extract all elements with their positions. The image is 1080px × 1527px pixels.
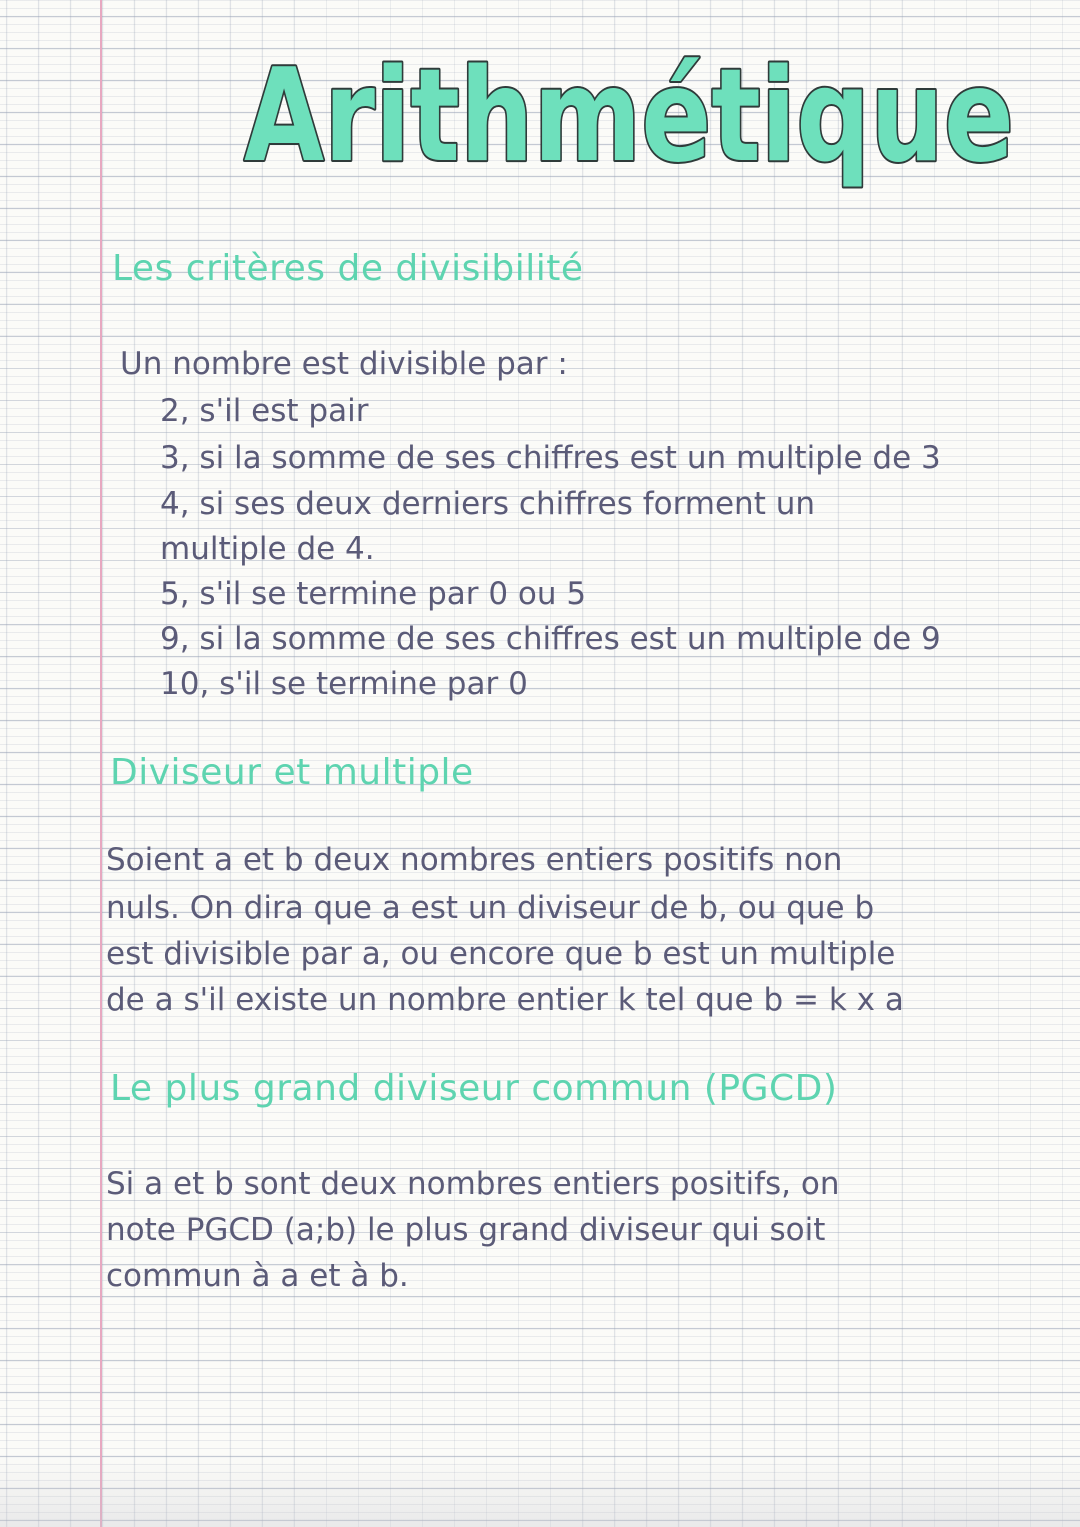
critere-item: 2, s'il est pair: [160, 393, 369, 429]
diviseur-line: de a s'il existe un nombre entier k tel que b = k x a: [106, 982, 904, 1018]
critere-item: 10, s'il se termine par 0: [160, 666, 528, 702]
critere-item: 4, si ses deux derniers chiffres forment un: [160, 486, 816, 522]
heading-pgcd: Le plus grand diviseur commun (PGCD): [110, 1068, 838, 1109]
pgcd-line: commun à a et à b.: [106, 1258, 409, 1294]
heading-diviseur: Diviseur et multiple: [110, 752, 474, 793]
critere-item: multiple de 4.: [160, 531, 375, 567]
diviseur-line: nuls. On dira que a est un diviseur de b, ou que b: [106, 890, 875, 926]
heading-criteres: Les critères de divisibilité: [112, 248, 584, 289]
pgcd-line: note PGCD (a;b) le plus grand diviseur qui soit: [106, 1212, 826, 1248]
criteres-intro: Un nombre est divisible par :: [120, 346, 568, 382]
diviseur-line: est divisible par a, ou encore que b est un multiple: [106, 936, 896, 972]
diviseur-line: Soient a et b deux nombres entiers positifs non: [106, 842, 843, 878]
page-title: [240, 10, 1040, 210]
critere-item: 3, si la somme de ses chiffres est un multiple de 3: [160, 440, 941, 476]
pgcd-line: Si a et b sont deux nombres entiers positifs, on: [106, 1166, 840, 1202]
page-title-text: Arithmétique: [244, 42, 1014, 191]
critere-item: 5, s'il se termine par 0 ou 5: [160, 576, 587, 612]
page-shadow: [0, 1457, 1080, 1527]
critere-item: 9, si la somme de ses chiffres est un multiple de 9: [160, 621, 941, 657]
